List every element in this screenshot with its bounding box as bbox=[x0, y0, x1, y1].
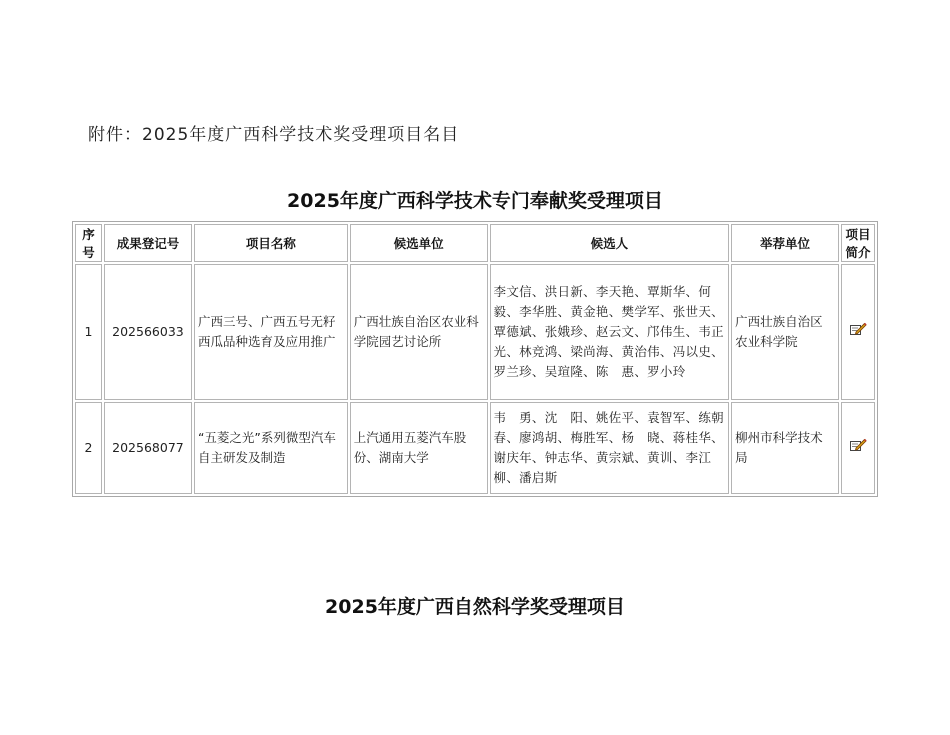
cell-unit: 上汽通用五菱汽车股份、湖南大学 bbox=[350, 402, 488, 494]
header-people: 候选人 bbox=[490, 224, 730, 262]
attachment-title: 附件：2025年度广西科学技术奖受理项目名目 bbox=[88, 125, 460, 145]
header-seq: 序号 bbox=[75, 224, 102, 262]
table-header-row bbox=[75, 224, 875, 262]
header-unit: 候选单位 bbox=[350, 224, 488, 262]
cell-seq: 2 bbox=[75, 402, 102, 494]
section-title-contribution: 2025年度广西科学技术专门奉献奖受理项目 bbox=[287, 190, 663, 212]
cell-intro bbox=[841, 264, 875, 400]
cell-intro bbox=[841, 402, 875, 494]
cell-project: “五菱之光”系列微型汽车自主研发及制造 bbox=[194, 402, 348, 494]
cell-reg-no: 202568077 bbox=[104, 402, 192, 494]
cell-recommender: 广西壮族自治区农业科学院 bbox=[731, 264, 839, 400]
contribution-award-table bbox=[72, 221, 878, 497]
header-reg-no: 成果登记号 bbox=[104, 224, 192, 262]
edit-icon[interactable] bbox=[849, 438, 867, 452]
cell-people: 李文信、洪日新、李天艳、覃斯华、何 毅、李华胜、黄金艳、樊学军、张世天、覃德斌、张娥珍、赵云文、邝伟生、韦正光、林竞鸿、梁尚海、黄治伟、冯以史、罗兰珍、吴瑄隆、陈 惠、罗小玲 bbox=[490, 264, 730, 400]
cell-unit: 广西壮族自治区农业科学院园艺讨论所 bbox=[350, 264, 488, 400]
edit-icon[interactable] bbox=[849, 322, 867, 336]
section-title-natural-science: 2025年度广西自然科学奖受理项目 bbox=[325, 596, 625, 618]
cell-reg-no: 202566033 bbox=[104, 264, 192, 400]
table-row bbox=[75, 264, 875, 400]
header-intro: 项目简介 bbox=[841, 224, 875, 262]
cell-seq: 1 bbox=[75, 264, 102, 400]
table-row bbox=[75, 402, 875, 494]
header-recommender: 举荐单位 bbox=[731, 224, 839, 262]
cell-recommender: 柳州市科学技术局 bbox=[731, 402, 839, 494]
header-project: 项目名称 bbox=[194, 224, 348, 262]
cell-project: 广西三号、广西五号无籽西瓜品种选育及应用推广 bbox=[194, 264, 348, 400]
cell-people: 韦 勇、沈 阳、姚佐平、袁智军、练朝春、廖鸿胡、梅胜军、杨 晓、蒋桂华、谢庆年、钟志华、黄宗斌、黄训、李江柳、潘启斯 bbox=[490, 402, 730, 494]
